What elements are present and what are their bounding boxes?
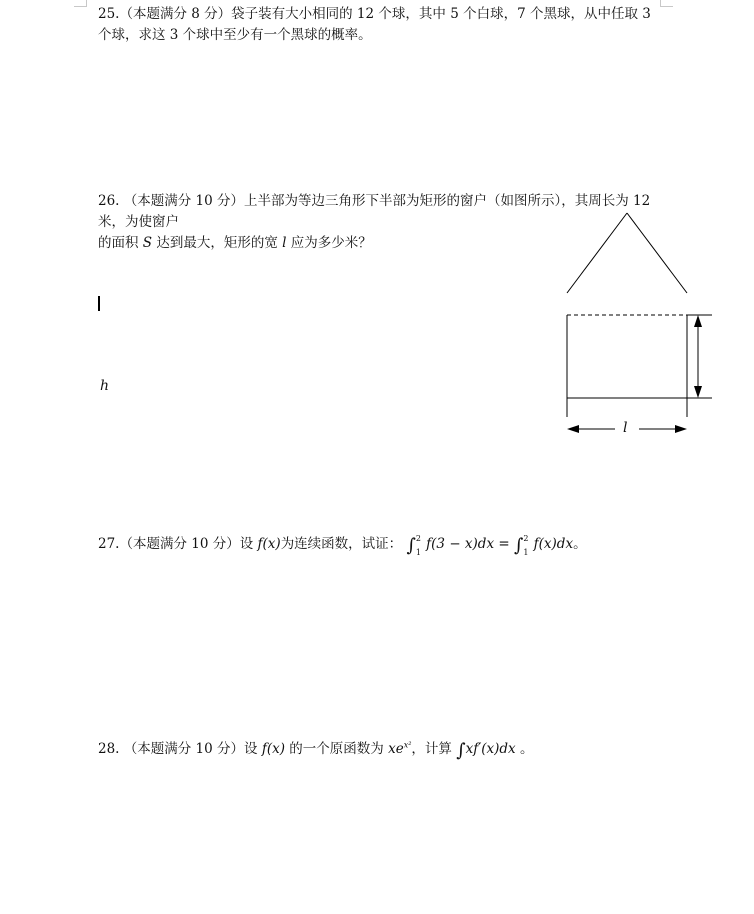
question-27-line [98, 534, 587, 555]
antiderivative [388, 741, 411, 757]
width-arrow-right-icon [675, 425, 687, 433]
integral-sign-icon: ∫ [456, 740, 466, 761]
function-fx: f(x) [257, 536, 281, 552]
question-25 [98, 4, 651, 46]
integrand-right: f(x)dx [533, 536, 574, 552]
question-26-line-1: 26. （本题满分 10 分）上半部为等边三角形下半部为矩形的窗户（如图所示），其周长为 12 [98, 193, 651, 209]
triangle-left-edge [567, 213, 627, 293]
question-28-text: 。 [519, 741, 534, 757]
integral-sign-icon: ∫ [406, 535, 416, 556]
variable-l: l [282, 235, 287, 251]
height-arrow-up-icon [694, 315, 702, 327]
label-h: h [100, 378, 110, 394]
question-25-line-2: 个球，求这 3 个球中至少有一个黑球的概率。 [98, 27, 372, 43]
question-27-text: 。 [573, 536, 587, 552]
integral-limits [415, 534, 422, 557]
question-28-text: 的一个原函数为 [289, 741, 384, 757]
function-fx: f(x) [261, 741, 285, 757]
question-26-line-2: 米，为使窗户 [98, 214, 179, 230]
label-l: l [620, 420, 630, 436]
question-28-line [98, 739, 533, 760]
question-27 [98, 534, 587, 555]
page-corner-mark-left [74, 0, 87, 7]
integrand-left: f(3 − x)dx [426, 536, 495, 552]
antiderivative-exponent: x² [403, 740, 412, 750]
width-arrow-left-icon [567, 425, 579, 433]
question-28-text: ，计算 [411, 741, 452, 757]
integral-sign-icon: ∫ [513, 535, 524, 556]
integral-limits [523, 534, 529, 557]
question-27-text: 为连续函数，试证： [280, 536, 403, 552]
integral-upper-limit: 2 [523, 534, 529, 543]
integrand: xf′(x)dx [465, 741, 516, 757]
text-cursor [98, 296, 100, 311]
integral-lower-limit: 1 [523, 548, 529, 557]
variable-s: S [142, 235, 153, 251]
question-26-text: 应为多少米？ [290, 235, 372, 251]
integral-lower-limit: 1 [415, 548, 421, 557]
question-28 [98, 739, 533, 760]
equals-sign: = [494, 536, 514, 552]
question-28-text: 28. （本题满分 10 分）设 [98, 741, 258, 757]
window-diagram [560, 205, 720, 445]
integral-upper-limit: 2 [415, 534, 421, 543]
question-26-text: 的面积 [98, 235, 139, 251]
antiderivative-base: xe [388, 741, 404, 757]
question-26-text: 达到最大，矩形的宽 [156, 235, 278, 251]
page-corner-mark-right [660, 0, 673, 7]
question-27-text: 27.（本题满分 10 分）设 [98, 536, 254, 552]
triangle-right-edge [627, 213, 687, 293]
question-25-line-1: 25.（本题满分 8 分）袋子装有大小相同的 12 个球，其中 5 个白球，7 个黑球，从中任取 3 [98, 6, 651, 22]
height-arrow-down-icon [694, 386, 702, 398]
